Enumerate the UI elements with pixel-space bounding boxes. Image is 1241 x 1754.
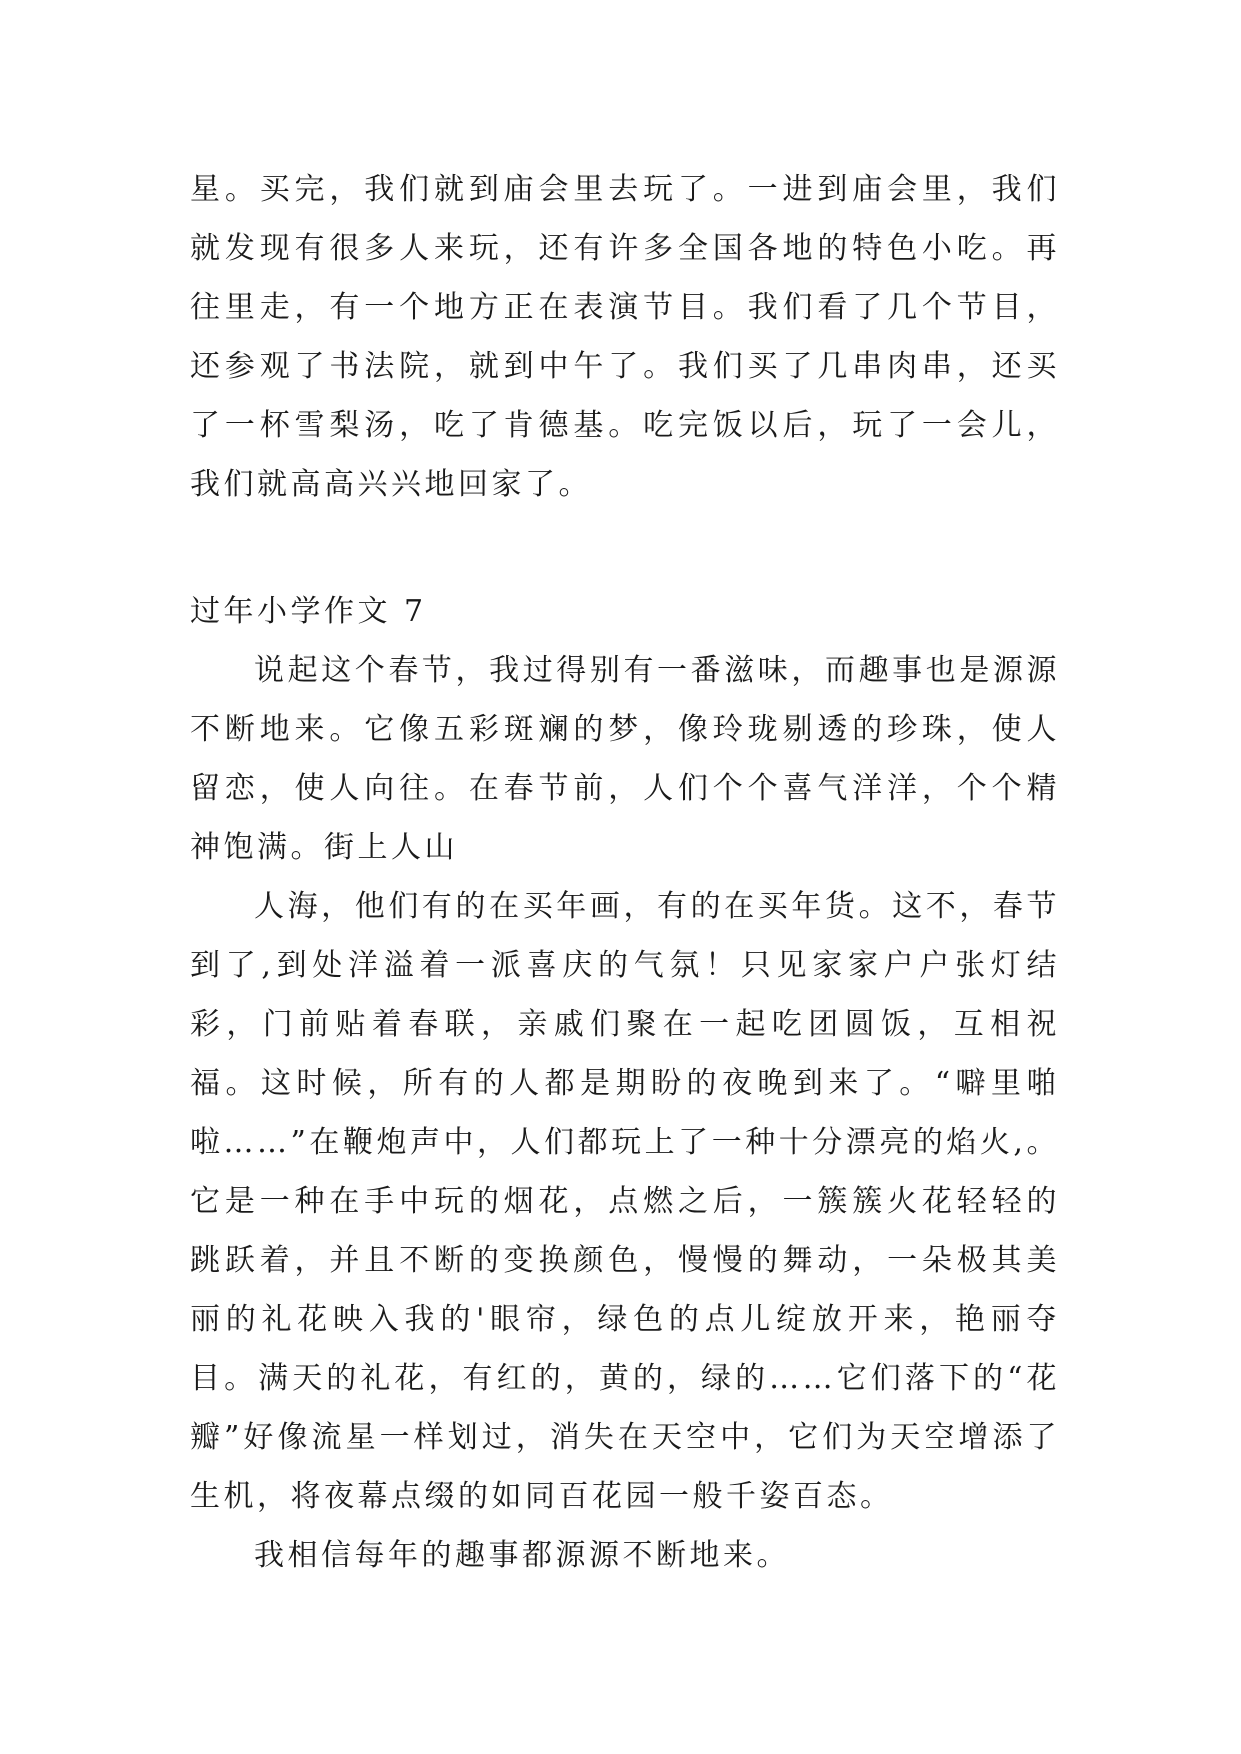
intro-paragraph: 星。买完，我们就到庙会里去玩了。一进到庙会里，我们就发现有很多人来玩，还有许多全国各地的特色小吃。再往里走，有一个地方正在表演节目。我们看了几个节目，还参观了书法院，就到中午了。我们买了几串肉串，还买了一杯雪梨汤，吃了肯德基。吃完饭以后，玩了一会儿，我们就高高兴兴地回家了。	[190, 172, 1060, 502]
essay-paragraph-1: 说起这个春节，我过得别有一番滋味，而趣事也是源源不断地来。它像五彩斑斓的梦，像玲珑剔透的珍珠，使人留恋，使人向往。在春节前，人们个个喜气洋洋，个个精神饱满。街上人山	[190, 653, 1060, 865]
essay-title: 过年小学作文 7	[190, 594, 427, 629]
essay-paragraph-2: 人海，他们有的在买年画，有的在买年货。这不，春节到了,到处洋溢着一派喜庆的气氛！只见家家户户张灯结彩，门前贴着春联，亲戚们聚在一起吃团圆饭，互相祝福。这时候，所有的人都是期盼的夜晚到来了。“噼里啪啦……”在鞭炮声中，人们都玩上了一种十分漂亮的焰火,。它是一种在手中玩的烟花，点燃之后，一簇簇火花轻轻的跳跃着，并且不断的变换颜色，慢慢的舞动，一朵极其美丽的礼花映入我的'眼帘，绿色的点儿绽放开来，艳丽夺目。满天的礼花，有红的，黄的，绿的……它们落下的“花瓣”好像流星一样划过，消失在天空中，它们为天空增添了生机，将夜幕点缀的如同百花园一般千姿百态。	[190, 889, 1060, 1514]
section-gap	[190, 514, 1060, 582]
document-page	[190, 160, 1060, 1585]
essay-paragraph-3: 我相信每年的趣事都源源不断地来。	[254, 1538, 790, 1573]
